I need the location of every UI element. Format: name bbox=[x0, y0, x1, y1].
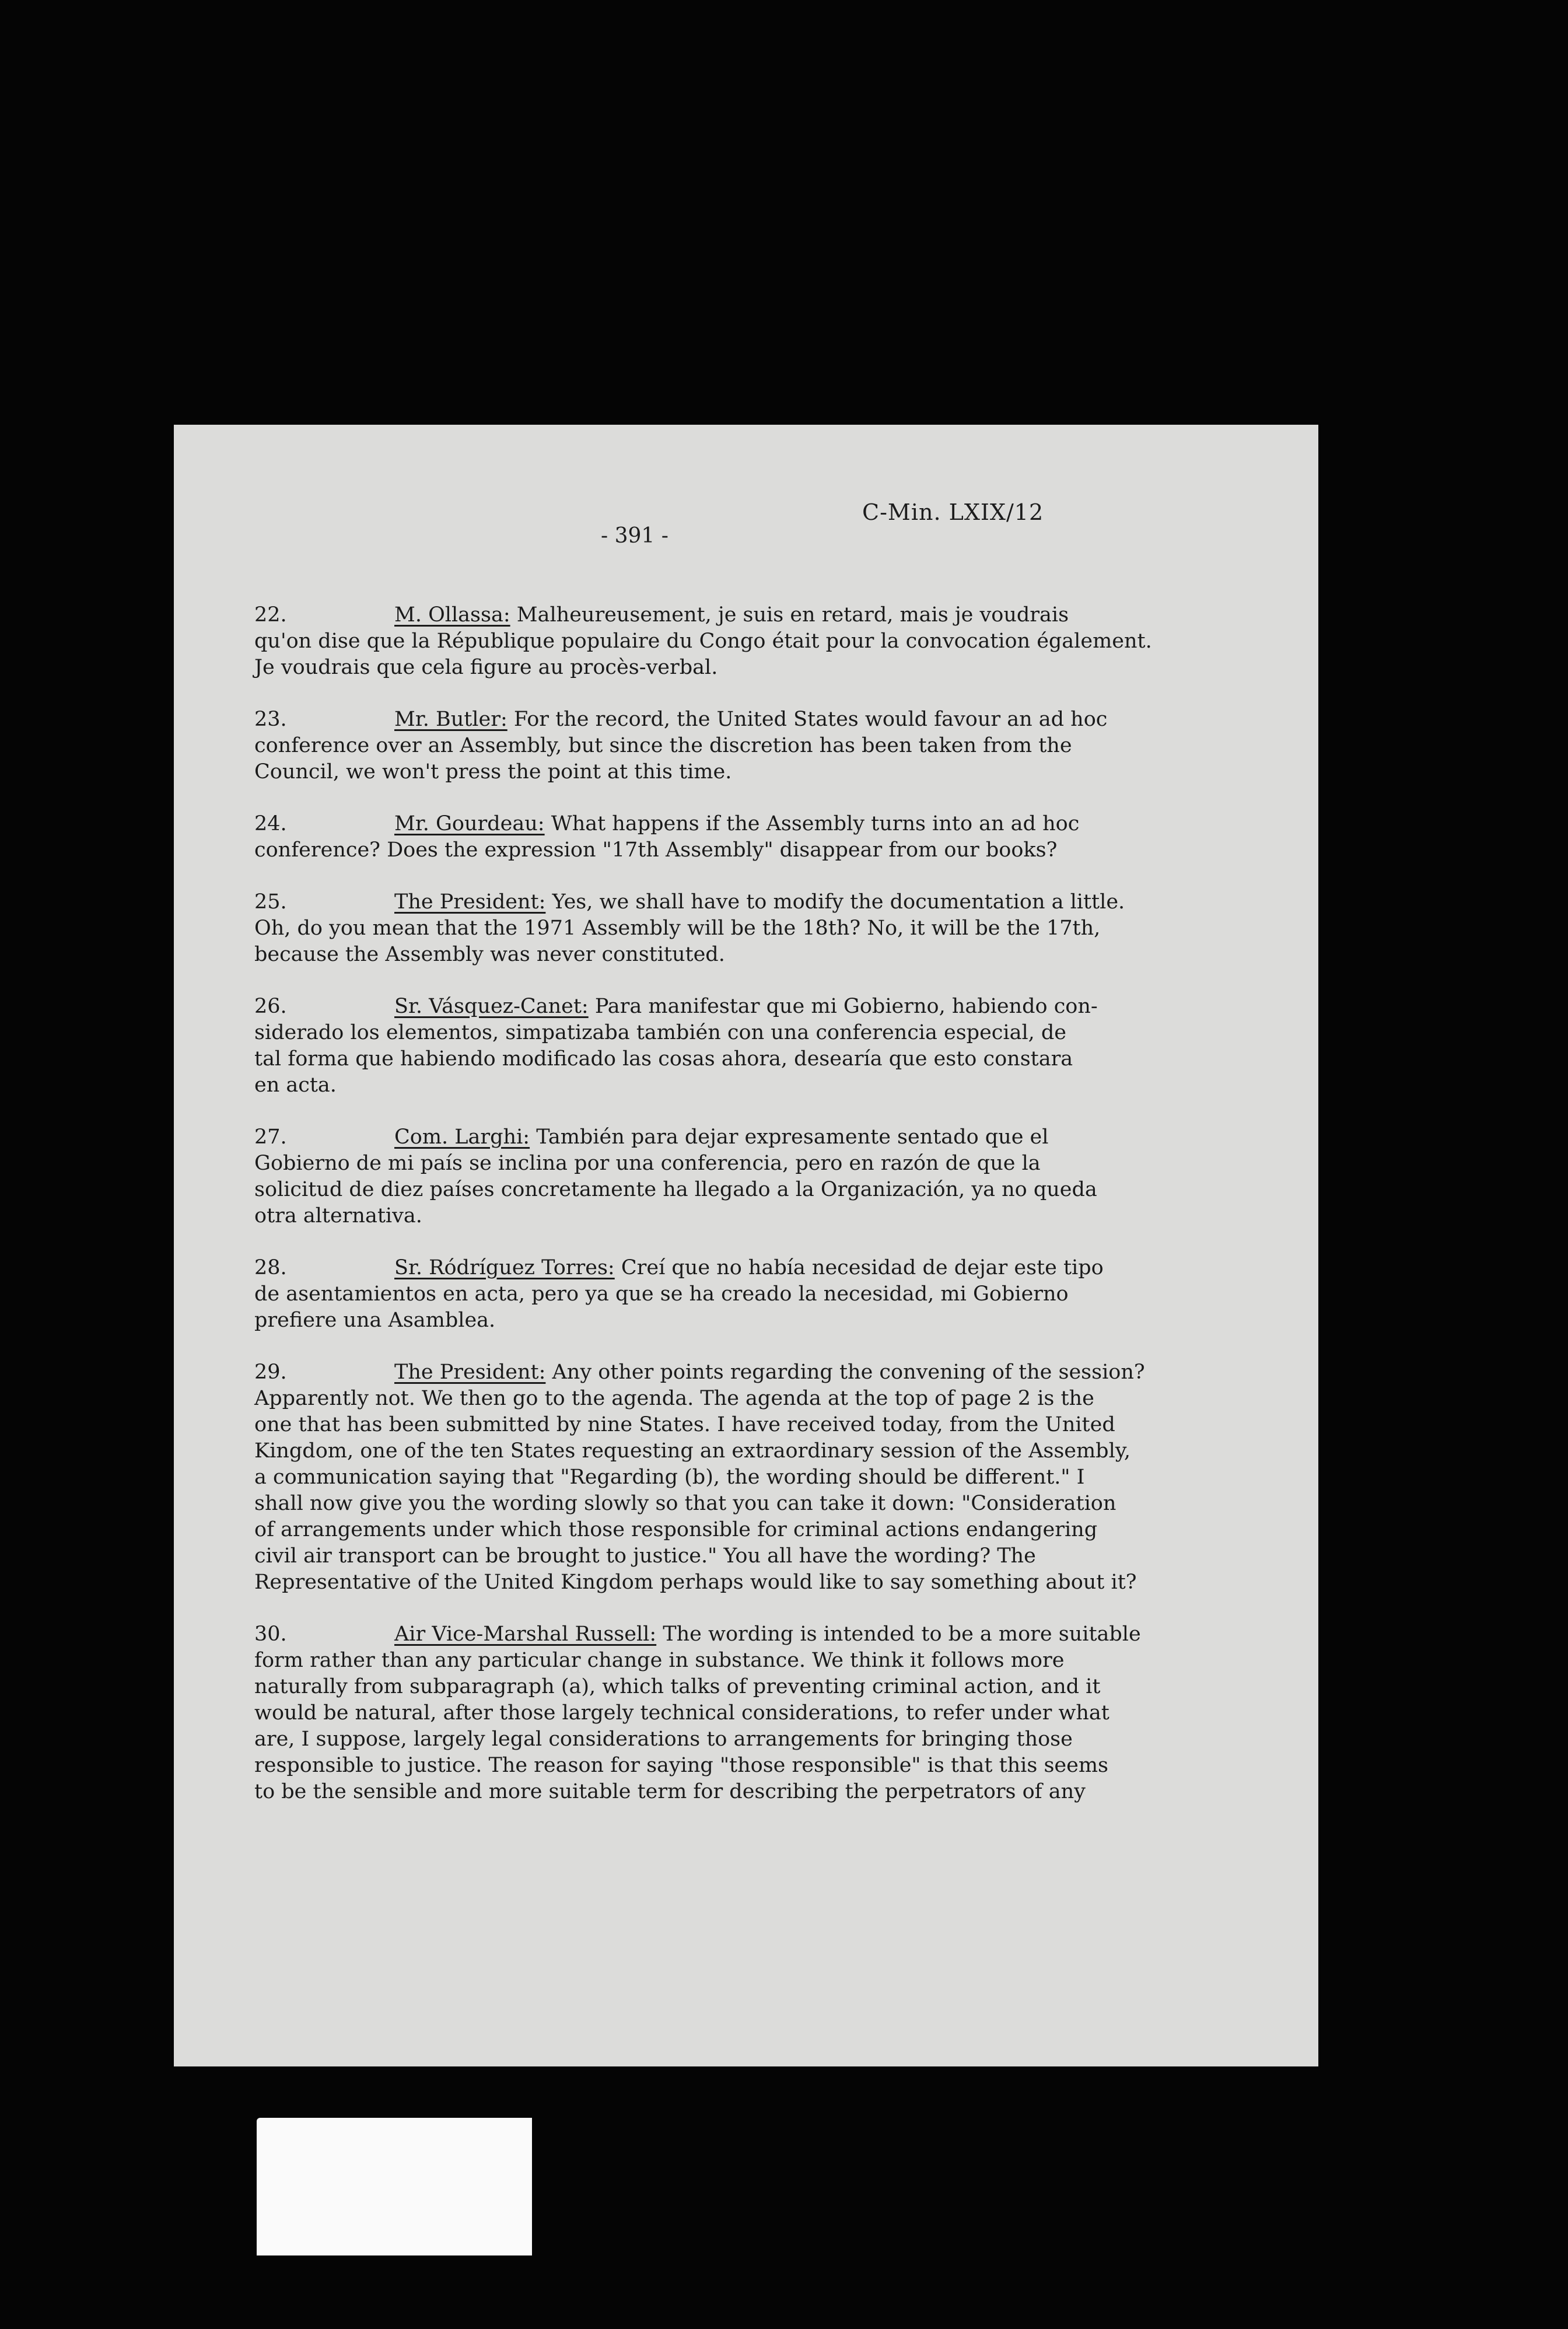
statement-line: qu'on dise que la République populaire du Congo était pour la convocation également. bbox=[254, 630, 1152, 653]
paragraph-number: 25. bbox=[254, 890, 287, 914]
statement-line: conference? Does the expression "17th Assembly" disappear from our books? bbox=[254, 838, 1058, 862]
statement-text: Para manifestar que mi Gobierno, habiendo con- bbox=[588, 995, 1098, 1018]
paragraph bbox=[254, 602, 1281, 681]
paragraph-first-line bbox=[254, 1255, 1281, 1281]
statement-text: También para dejar expresamente sentado que el bbox=[530, 1125, 1049, 1149]
page-number: - 391 - bbox=[601, 524, 668, 548]
statement-line: Kingdom, one of the ten States requesting an extraordinary session of the Assembly, bbox=[254, 1439, 1131, 1463]
speaker-name: The President: bbox=[394, 890, 546, 914]
statement-line: siderado los elementos, simpatizaba también con una conferencia especial, de bbox=[254, 1021, 1067, 1044]
paragraph bbox=[254, 1124, 1281, 1229]
statement-line: prefiere una Asamblea. bbox=[254, 1309, 496, 1332]
statement-text: Any other points regarding the convening of the session? bbox=[545, 1361, 1145, 1384]
paragraph-number: 27. bbox=[254, 1125, 287, 1149]
statement-line: conference over an Assembly, but since the discretion has been taken from the bbox=[254, 734, 1072, 757]
paragraph-number: 23. bbox=[254, 708, 287, 731]
paragraph bbox=[254, 1621, 1281, 1805]
speaker-name: Air Vice-Marshal Russell: bbox=[394, 1622, 657, 1646]
film-label-card bbox=[257, 2118, 532, 2255]
paragraph bbox=[254, 707, 1281, 785]
statement-text: Malheureusement, je suis en retard, mais je voudrais bbox=[510, 603, 1069, 627]
document-page bbox=[174, 425, 1318, 2066]
statement-line: to be the sensible and more suitable term for describing the perpetrators of any bbox=[254, 1780, 1086, 1803]
paragraph-first-line bbox=[254, 1621, 1281, 1648]
statement-text: The wording is intended to be a more suitable bbox=[656, 1622, 1141, 1646]
statement-line: because the Assembly was never constituted. bbox=[254, 943, 725, 966]
speaker-name: Sr. Ródríguez Torres: bbox=[394, 1256, 615, 1279]
statement-line: Apparently not. We then go to the agenda. The agenda at the top of page 2 is the bbox=[254, 1387, 1094, 1410]
speaker-name: Mr. Gourdeau: bbox=[394, 812, 545, 835]
statement-text: Creí que no había necesidad de dejar este tipo bbox=[614, 1256, 1104, 1279]
statement-line: shall now give you the wording slowly so that you can take it down: "Consideration bbox=[254, 1492, 1116, 1515]
statement-line: would be natural, after those largely technical considerations, to refer under what bbox=[254, 1701, 1110, 1725]
statement-line: form rather than any particular change in substance. We think it follows more bbox=[254, 1649, 1065, 1672]
paragraph bbox=[254, 889, 1281, 968]
paragraph-number: 29. bbox=[254, 1361, 287, 1384]
paragraph-first-line bbox=[254, 1359, 1281, 1386]
speaker-name: Com. Larghi: bbox=[394, 1125, 530, 1149]
statement-line: one that has been submitted by nine States. I have received today, from the United bbox=[254, 1413, 1115, 1436]
statement-text: Yes, we shall have to modify the documentation a little. bbox=[545, 890, 1125, 914]
paragraph bbox=[254, 811, 1281, 863]
statement-line: civil air transport can be brought to justice." You all have the wording? The bbox=[254, 1544, 1036, 1568]
statement-line: Gobierno de mi país se inclina por una conferencia, pero en razón de que la bbox=[254, 1152, 1041, 1175]
paragraph-first-line bbox=[254, 602, 1281, 628]
paragraph-number: 24. bbox=[254, 812, 287, 835]
statement-line: otra alternativa. bbox=[254, 1204, 422, 1228]
speaker-name: M. Ollassa: bbox=[394, 603, 510, 627]
statement-line: naturally from subparagraph (a), which talks of preventing criminal action, and it bbox=[254, 1675, 1101, 1698]
paragraph-first-line bbox=[254, 811, 1281, 837]
statement-line: Je voudrais que cela figure au procès-verbal. bbox=[254, 656, 718, 679]
speaker-name: Mr. Butler: bbox=[394, 708, 508, 731]
statement-line: tal forma que habiendo modificado las cosas ahora, desearía que esto constara bbox=[254, 1047, 1073, 1071]
statement-line: a communication saying that "Regarding (b), the wording should be different." I bbox=[254, 1466, 1085, 1489]
statement-line: responsible to justice. The reason for saying "those responsible" is that this seems bbox=[254, 1754, 1109, 1777]
paragraph-first-line bbox=[254, 889, 1281, 915]
paragraph-first-line bbox=[254, 994, 1281, 1020]
statement-line: de asentamientos en acta, pero ya que se ha creado la necesidad, mi Gobierno bbox=[254, 1282, 1069, 1306]
statement-line: Representative of the United Kingdom perhaps would like to say something about it? bbox=[254, 1571, 1137, 1594]
statement-line: Oh, do you mean that the 1971 Assembly will be the 18th? No, it will be the 17th, bbox=[254, 917, 1101, 940]
paragraph-number: 28. bbox=[254, 1256, 287, 1279]
document-reference: C-Min. LXIX/12 bbox=[862, 499, 1044, 525]
statement-line: Council, we won't press the point at this time. bbox=[254, 760, 732, 784]
paragraph bbox=[254, 994, 1281, 1099]
paragraph bbox=[254, 1255, 1281, 1334]
statement-text: What happens if the Assembly turns into an ad hoc bbox=[544, 812, 1080, 835]
statement-line: are, I suppose, largely legal considerations to arrangements for bringing those bbox=[254, 1727, 1073, 1751]
paragraph-number: 22. bbox=[254, 603, 287, 627]
paragraph-number: 30. bbox=[254, 1622, 287, 1646]
paragraph-first-line bbox=[254, 707, 1281, 733]
statement-line: of arrangements under which those responsible for criminal actions endangering bbox=[254, 1518, 1098, 1541]
speaker-name: Sr. Vásquez-Canet: bbox=[394, 995, 589, 1018]
statement-line: en acta. bbox=[254, 1073, 337, 1097]
statement-line: solicitud de diez países concretamente ha llegado a la Organización, ya no queda bbox=[254, 1178, 1097, 1201]
paragraph bbox=[254, 1359, 1281, 1596]
paragraph-number: 26. bbox=[254, 995, 287, 1018]
paragraph-first-line bbox=[254, 1124, 1281, 1150]
speaker-name: The President: bbox=[394, 1361, 546, 1384]
document-body bbox=[254, 602, 1281, 1831]
statement-text: For the record, the United States would favour an ad hoc bbox=[507, 708, 1108, 731]
